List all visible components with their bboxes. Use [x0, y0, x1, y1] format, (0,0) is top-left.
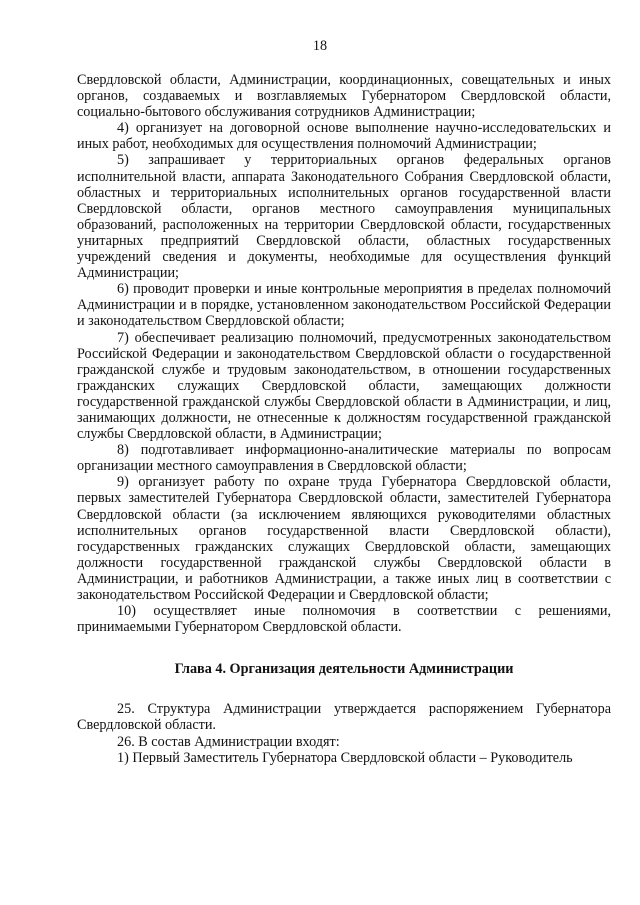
clause-26: 26. В состав Администрации входят:	[117, 733, 340, 750]
chapter-heading: Глава 4. Организация деятельности Администрации	[174, 661, 514, 678]
list-item-7: 7) обеспечивает реализацию полномочий, предусмотренных законодательством Российской Федерации и законодательством Свердловской области о государственной гражданской службе и трудовым законодательством, в отношении государственных гражданских служащих Свердловской области, замещающих должности государственной гражданской службы Свердловской области в Администрации, и лиц, занимающих должности, не отнесенные к должностям государственной гражданской службы Свердловской области, в Администрации;	[77, 329, 611, 443]
list-item-9: 9) организует работу по охране труда Губернатора Свердловской области, первых заместителей Губернатора Свердловской области, заместителей Губернатора Свердловской области (за исключением являющихся руководителями областных исполнительных органов государственной власти Свердловской области), государственных гражданских служащих Свердловской области, замещающих должности государственной гражданской службы Свердловской области в Администрации, и работников Администрации, а также иных лиц в соответствии с законодательством Российской Федерации и Свердловской области;	[77, 474, 611, 603]
list-item-6: 6) проводит проверки и иные контрольные мероприятия в пределах полномочий Администрации и в порядке, установленном законодательством Российской Федерации и законодательством Свердловской области;	[77, 281, 611, 330]
clause-25: 25. Структура Администрации утверждается распоряжением Губернатора Свердловской области.	[77, 701, 611, 734]
list-item-10: 10) осуществляет иные полномочия в соответствии с решениями, принимаемыми Губернатором Свердловской области.	[77, 603, 611, 636]
document-body	[77, 72, 611, 766]
paragraph-continuation: Свердловской области, Администрации, координационных, совещательных и иных органов, создаваемых и возглавляемых Губернатором Свердловской области, социально-бытового обслуживания сотрудников Администрации;	[77, 72, 611, 121]
clause-26-item-1: 1) Первый Заместитель Губернатора Свердловской области – Руководитель	[117, 749, 573, 766]
list-item-5: 5) запрашивает у территориальных органов федеральных органов исполнительной власти, аппарата Законодательного Собрания Свердловской области, областных и территориальных исполнительных органов государственной власти Свердловской области, органов местного самоуправления муниципальных образований, расположенных на территории Свердловской области, государственных унитарных предприятий Свердловской области, областных государственных учреждений сведения и документы, необходимые для осуществления функций Администрации;	[77, 152, 611, 282]
page-number: 18	[312, 38, 328, 54]
list-item-4: 4) организует на договорной основе выполнение научно-исследовательских и иных работ, необходимых для осуществления полномочий Администрации;	[77, 120, 611, 153]
list-item-8: 8) подготавливает информационно-аналитические материалы по вопросам организации местного самоуправления в Свердловской области;	[77, 442, 611, 475]
